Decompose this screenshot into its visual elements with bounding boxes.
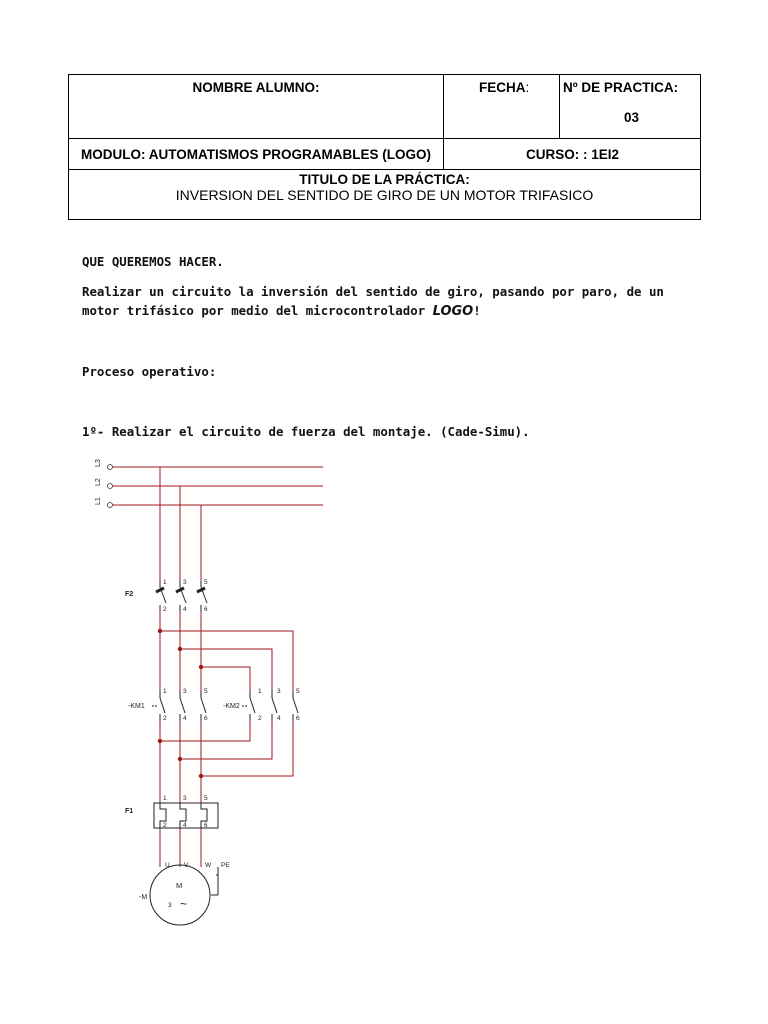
f1-term-6: 6	[204, 822, 208, 829]
f2-term-1: 1	[163, 579, 167, 586]
paragraph-line-2	[82, 303, 481, 319]
km2-term-5: 5	[296, 688, 300, 695]
km2-term-3: 3	[277, 688, 281, 695]
km1-term-2: 2	[163, 715, 167, 722]
logo-word: LOGO	[432, 304, 474, 319]
km2-term-2: 2	[258, 715, 262, 722]
km2-term-1: 1	[258, 688, 262, 695]
nombre-label: NOMBRE ALUMNO:	[192, 80, 320, 95]
km1-term-1: 1	[163, 688, 167, 695]
heading-que-queremos: QUE QUEREMOS HACER.	[82, 254, 224, 269]
f2-term-5: 5	[204, 579, 208, 586]
km2-label: -KM2	[223, 703, 240, 710]
motor-label: -M	[139, 894, 148, 901]
motor-symbol	[150, 865, 218, 925]
paragraph-line-2-text: motor trifásico por medio del microcontrolador	[82, 303, 433, 318]
phase-label-l3: L3	[95, 459, 102, 467]
titulo-label: TITULO DE LA PRÁCTICA:	[299, 171, 470, 187]
phase-label-l1: L1	[95, 497, 102, 505]
km2-contactor	[242, 691, 298, 721]
f1-term-4: 4	[183, 822, 187, 829]
km1-term-5: 5	[204, 688, 208, 695]
km1-label: -KM1	[128, 703, 145, 710]
motor-term-w: W	[205, 862, 212, 869]
titulo-cell	[69, 169, 701, 219]
motor-term-pe: PE	[221, 862, 230, 869]
nombre-cell	[69, 75, 444, 139]
paragraph-excl: !	[473, 303, 481, 318]
km2-term-4: 4	[277, 715, 281, 722]
km1-term-3: 3	[183, 688, 187, 695]
practica-number: 03	[623, 110, 640, 125]
power-circuit-diagram	[80, 455, 340, 935]
motor-m: M	[176, 881, 183, 890]
f1-term-5: 5	[204, 795, 208, 802]
f1-term-2: 2	[163, 822, 167, 829]
header-table	[68, 74, 701, 220]
practica-cell	[560, 75, 701, 139]
modulo-cell	[69, 139, 444, 169]
motor-tilde: ~	[180, 897, 188, 911]
f2-label: F2	[125, 591, 134, 598]
km1-term-6: 6	[204, 715, 208, 722]
f2-term-4: 4	[183, 606, 187, 613]
practica-label: Nº DE PRACTICA:	[563, 80, 679, 95]
phase-terminals	[108, 465, 113, 508]
step-1: 1º- Realizar el circuito de fuerza del montaje. (Cade-Simu).	[82, 424, 530, 439]
km1-contactor	[152, 691, 206, 721]
f2-term-3: 3	[183, 579, 187, 586]
f1-term-1: 1	[163, 795, 167, 802]
phase-label-l2: L2	[95, 478, 102, 486]
f1-label: F1	[125, 808, 134, 815]
curso-cell	[444, 139, 701, 169]
f2-term-6: 6	[204, 606, 208, 613]
curso-text: CURSO: : 1EI2	[526, 146, 620, 162]
f2-term-2: 2	[163, 606, 167, 613]
fecha-label: FECHA	[479, 80, 526, 95]
titulo-text: INVERSION DEL SENTIDO DE GIRO DE UN MOTOR TRIFASICO	[175, 186, 594, 203]
km1-term-4: 4	[183, 715, 187, 722]
fecha-colon: :	[525, 80, 530, 95]
modulo-text: MODULO: AUTOMATISMOS PROGRAMABLES (LOGO)	[81, 146, 431, 162]
motor-3: 3	[168, 902, 172, 909]
motor-term-v: V	[184, 862, 189, 869]
f1-term-3: 3	[183, 795, 187, 802]
motor-term-u: U	[165, 862, 170, 869]
fecha-cell	[444, 75, 560, 139]
paragraph-line-1: Realizar un circuito la inversión del sentido de giro, pasando por paro, de un	[82, 284, 664, 299]
km2-term-6: 6	[296, 715, 300, 722]
proceso-operativo: Proceso operativo:	[82, 364, 217, 379]
